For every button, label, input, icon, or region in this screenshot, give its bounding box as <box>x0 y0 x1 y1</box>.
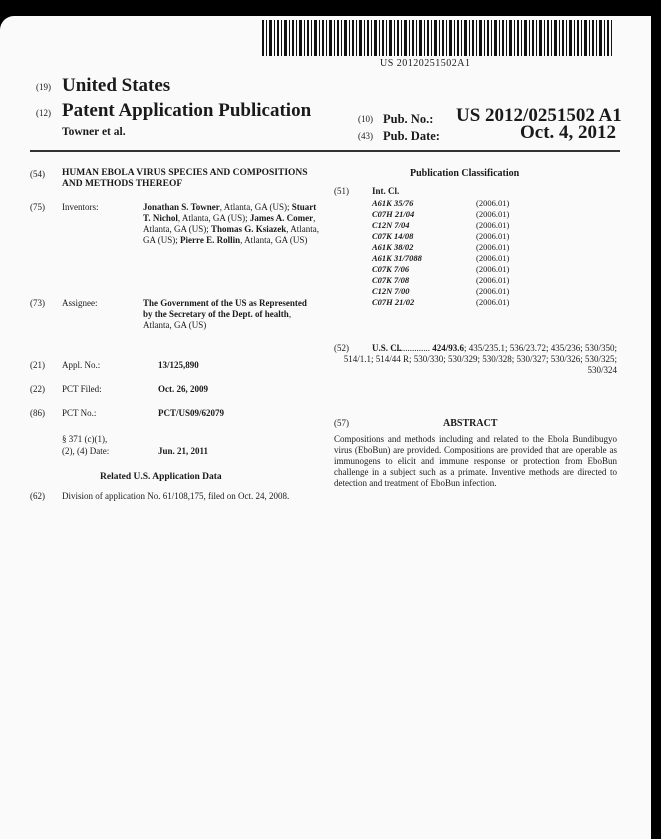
barcode-image <box>262 20 614 56</box>
inventor-location: , Atlanta, GA (US); <box>177 213 248 223</box>
intcl-code-item: C07K 7/06 <box>372 264 410 274</box>
pct-no: PCT/US09/62079 <box>158 408 225 418</box>
inventor-location: , Atlanta, GA (US) <box>240 235 308 245</box>
inventor-location: , Atlanta, GA (US); <box>143 224 320 245</box>
inventor-name: James A. Comer <box>249 213 314 223</box>
pct-no-label: PCT No.: <box>62 408 97 418</box>
code-12: (12) <box>36 108 51 118</box>
inventors-list <box>143 202 323 246</box>
intcl-date: (2006.01) <box>476 264 510 274</box>
intcl-date: (2006.01) <box>476 253 510 263</box>
intcl-code-item: A61K 35/76 <box>372 198 414 208</box>
uscl-rest: ; 435/235.1; 536/23.72; 435/236; 530/350; 514/1.1; 514/44 R; 530/330; 530/329; 530/328; 530/327; 530/326; 530/325; 530/324 <box>343 343 617 375</box>
intcl-code-item: A61K 31/7088 <box>372 253 422 263</box>
patent-page <box>0 16 651 839</box>
patent-title: HUMAN EBOLA VIRUS SPECIES AND COMPOSITIONS AND METHODS THEREOF <box>62 168 308 189</box>
inventor-name: Pierre E. Rollin <box>180 235 241 245</box>
division-text: Division of application No. 61/108,175, filed on Oct. 24, 2008. <box>62 491 290 501</box>
pub-date: Oct. 4, 2012 <box>520 122 617 143</box>
intcl-date: (2006.01) <box>476 209 510 219</box>
abstract-text: Compositions and methods including and related to the Ebola Bundibugyo virus (EboBun) are provided. Compositions are provided that are operable as immunogens to elicit and immune response or protection from EboBun challenge in a subject such as a primate. Inventive methods are directed to detection and treatment of EboBun infection. <box>334 434 617 488</box>
pct-filed: Oct. 26, 2009 <box>158 384 208 394</box>
appl-code: (21) <box>30 360 45 370</box>
intcl-date: (2006.01) <box>476 242 510 252</box>
barcode-number: US 20120251502A1 <box>380 58 471 69</box>
pub-date-label: Pub. Date: <box>383 129 440 143</box>
appl-label: Appl. No.: <box>62 360 101 370</box>
s371-label-1: § 371 (c)(1), <box>62 434 108 444</box>
assignee-location: , Atlanta, GA (US) <box>143 309 292 330</box>
pub-class-heading: Publication Classification <box>410 168 520 179</box>
assignee-name: The Government of the US as Represented by the Secretary of the Dept. of health <box>143 298 307 319</box>
intcl-label: Int. Cl. <box>372 186 400 196</box>
intcl-code-item: C12N 7/00 <box>372 286 410 296</box>
assignee-code: (73) <box>30 298 45 308</box>
appl-no: 13/125,890 <box>158 360 199 370</box>
inventors-short: Towner et al. <box>62 126 126 138</box>
intcl-code-item: C07K 7/08 <box>372 275 410 285</box>
intcl-code-item: C07H 21/02 <box>372 297 415 307</box>
intcl-code-item: C07K 14/08 <box>372 231 414 241</box>
country: United States <box>62 75 171 96</box>
inventors-label: Inventors: <box>62 202 99 212</box>
uscl-text <box>334 343 617 376</box>
division-code: (62) <box>30 491 45 501</box>
uscl-code: (52) <box>334 343 349 353</box>
inventor-location: , Atlanta, GA (US); <box>219 202 290 212</box>
inventor-location: , Atlanta, GA (US); <box>143 213 316 234</box>
code-10: (10) <box>358 114 373 124</box>
inventor-name: Thomas G. Ksiazek <box>211 224 287 234</box>
intcl-date: (2006.01) <box>476 297 510 307</box>
intcl-date: (2006.01) <box>476 286 510 296</box>
assignee <box>143 298 313 331</box>
uscl-label: U.S. Cl. <box>372 343 402 353</box>
intcl-code-item: C07H 21/04 <box>372 209 415 219</box>
code-19: (19) <box>36 82 51 92</box>
intcl-code-item: A61K 38/02 <box>372 242 414 252</box>
inventor-name: Jonathan S. Towner <box>143 202 220 212</box>
uscl-main: 424/93.6 <box>432 343 464 353</box>
publication-type: Patent Application Publication <box>62 100 312 121</box>
intcl-date: (2006.01) <box>476 220 510 230</box>
inventors-code: (75) <box>30 202 45 212</box>
intcl-date: (2006.01) <box>476 231 510 241</box>
intcl-code-item: C12N 7/04 <box>372 220 410 230</box>
related-heading: Related U.S. Application Data <box>100 472 222 482</box>
assignee-label: Assignee: <box>62 298 98 308</box>
header-rule <box>30 150 620 152</box>
pct-filed-label: PCT Filed: <box>62 384 102 394</box>
inventor-name: Stuart T. Nichol <box>143 202 317 223</box>
code-43: (43) <box>358 131 373 141</box>
s371-label-2: (2), (4) Date: <box>62 446 110 456</box>
uscl-dots: ................ <box>393 343 430 353</box>
intcl-date: (2006.01) <box>476 198 510 208</box>
abstract-code: (57) <box>334 418 349 428</box>
intcl-date: (2006.01) <box>476 275 510 285</box>
pub-no: US 2012/0251502 A1 <box>456 105 622 126</box>
pct-no-code: (86) <box>30 408 45 418</box>
pct-filed-code: (22) <box>30 384 45 394</box>
abstract-heading: ABSTRACT <box>443 418 498 429</box>
pub-no-label: Pub. No.: <box>383 112 434 126</box>
title-code: (54) <box>30 169 45 179</box>
intcl-code: (51) <box>334 186 349 196</box>
s371-date: Jun. 21, 2011 <box>158 446 209 456</box>
